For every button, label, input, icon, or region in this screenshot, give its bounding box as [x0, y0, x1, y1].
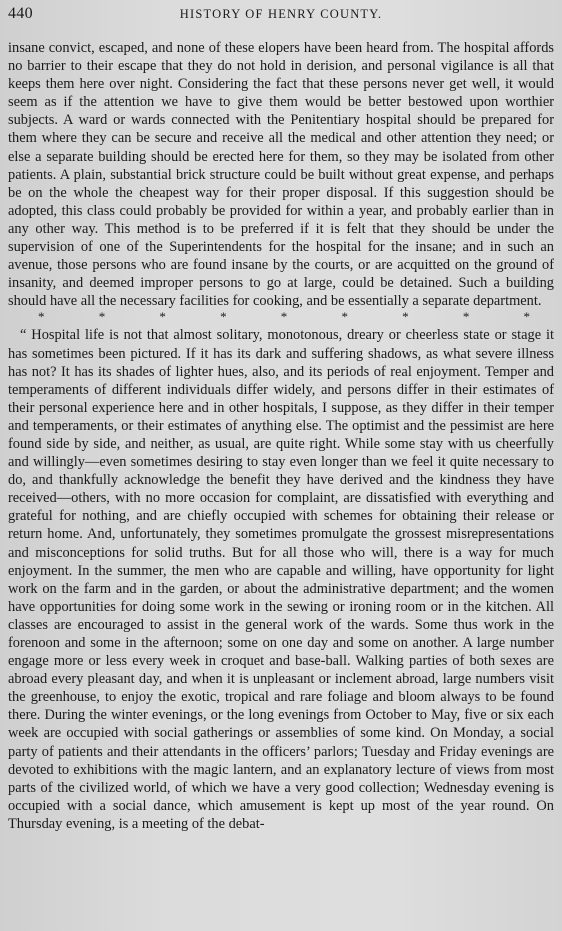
separator-star: * — [98, 309, 106, 325]
paragraph-1: insane convict, escaped, and none of these elopers have been heard from. The hospital affords no barrier to their escape that they do not hold in derision, and personal vigilance is all that keeps them here over night. Considering the fact that these persons never get well, it would seem as if the attention we have to give them would be better bestowed upon worthier subjects. A ward or wards connected with the Penitentiary hospital should be prepared for them where they can be secure and receive all the medical and other attention they need; or else a separate building should be erected here for them, so they may be isolated from other patients. A plain, substantial brick structure could be built without great expense, and perhaps be on the whole the cheapest way for their proper disposal. If this suggestion should be adopted, this class could probably be provided for within a year, and probably earlier than in any other way. This method is to be preferred if it is felt that they should be under the supervision of one of the Superintendents for the hospital for the insane; and in such an avenue, those persons who are found insane by the courts, or are acquitted on the ground of insanity, and deemed improper persons to go at large, could be detained. Such a building should have all the necessary facilities for cooking, and be essentially a separate department. — [8, 40, 554, 310]
separator-star: * — [341, 309, 348, 325]
separator-star: * — [220, 309, 227, 325]
paragraph-2: “ Hospital life is not that almost solitary, monotonous, dreary or cheerless state or stage it has sometimes been pictured. If it has its dark and suffering shadows, as what severe illness has not? It has its shades of lighter hues, also, and its periods of real enjoyment. Temper and temperaments of different individuals differ widely, and persons differ in their estimates of their personal experience here and in other hospitals, I suppose, as they differ in their temper and temperaments, or their estimates of anything else. The optimist and the pessimist are here found side by side, and neither, as usual, are quite right. While some stay with us cheerfully and willingly—even sometimes desiring to stay even longer than we feel it quite necessary to do, and thankfully acknowledge the benefit they have derived and the kindness they have received—others, with no more occasion for complaint, are dissatisfied with everything and grateful for nothing, and are chiefly occupied with schemes for obtaining their release or return home. And, unfortunately, they sometimes promulgate the grossest misrepresentations and misconceptions for solid truths. But for all those who will, there is a way for much enjoyment. In the summer, the men who are capable and willing, have opportunity for light work on the farm and in the garden, or about the administrative department; and the women have opportunities for doing some work in the sewing or ironing room or in the kitchen. All classes are encouraged to assist in the general work of the wards. Some thus work in the forenoon and some in the afternoon; some on one day and some on another. A large number engage more or less every week in croquet and base-ball. Walking parties of both sexes are abroad every pleasant day, and when it is unpleasant or inclement abroad, large numbers visit the greenhouse, to enjoy the exotic, tropical and rare foliage and bloom always to be found there. During the winter evenings, or the long evenings from October to May, five or six each week are occupied with social gatherings or assemblies of some kind. On Monday, a social party of patients and their attendants in the officers’ parlors; Tuesday and Friday evenings are devoted to exhibitions with the magic lantern, and an explanatory lecture of views from most parts of the civilized world, of which we have a very good collection; Wednesday evening is occupied with a social dance, which amusement is kept up most of the year round. On Thursday evening, is a meeting of the debat- — [8, 327, 554, 832]
separator-star: * — [280, 309, 288, 325]
page-number: 440 — [8, 5, 33, 22]
separator-star: * — [402, 309, 409, 325]
running-head: HISTORY OF HENRY COUNTY. — [179, 7, 383, 21]
separator-star: * — [523, 309, 530, 325]
separator-star: * — [38, 309, 45, 325]
separator-star: * — [462, 309, 470, 325]
separator-star: * — [159, 309, 166, 325]
section-separator — [8, 310, 554, 324]
page-header — [8, 5, 554, 27]
